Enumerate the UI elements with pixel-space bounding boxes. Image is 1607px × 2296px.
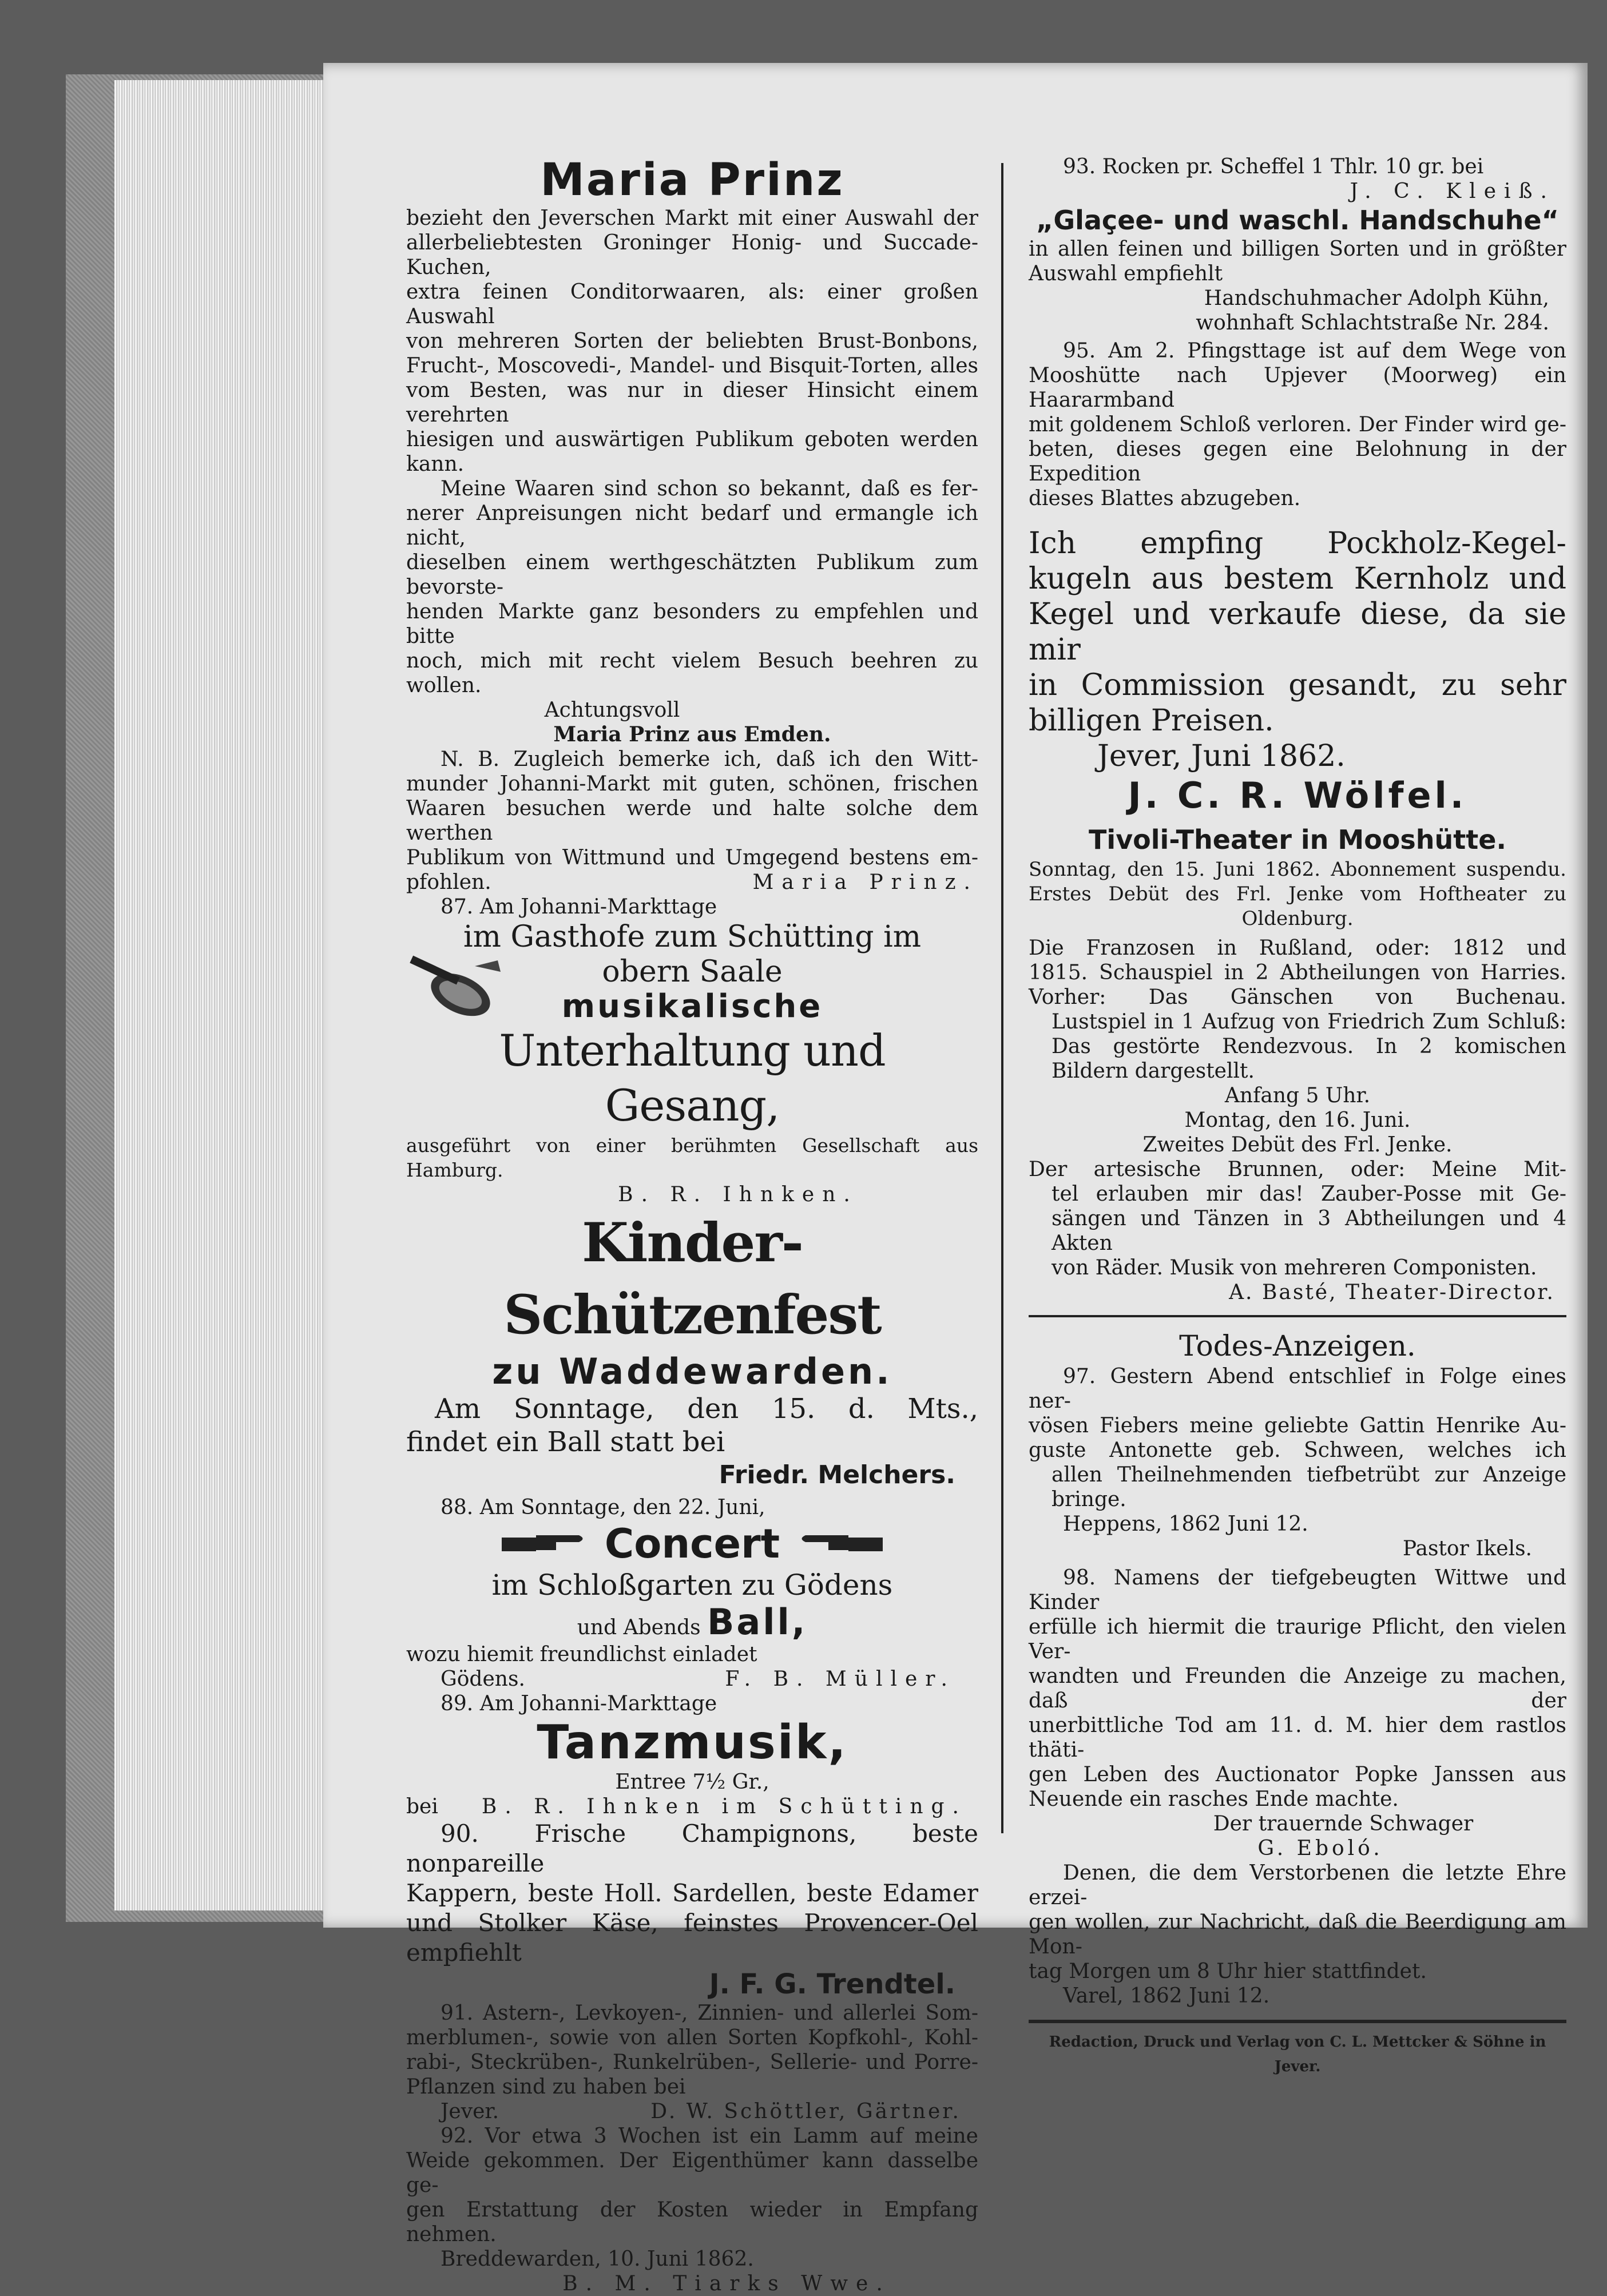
ad95-line: Mooshütte nach Upjever (Moorweg) ein Haararmband: [1029, 364, 1566, 412]
prinz-line: hiesigen und auswärtigen Publikum geboten werden kann.: [406, 428, 978, 476]
tivoli-line3: Der artesische Brunnen, oder: Meine Mit-: [1029, 1158, 1566, 1181]
gloves-signature1: Handschuhmacher Adolph Kühn,: [1204, 287, 1549, 310]
prinz-line: allerbeliebtesten Groninger Honig- und Succade-Kuchen,: [406, 231, 978, 279]
ad98-place: Varel, 1862 Juni 12.: [1063, 1984, 1270, 2008]
ad90-line: Kappern, beste Holl. Sardellen, beste Edamer: [406, 1879, 978, 1907]
prinz-line: vom Besten, was nur in dieser Hinsicht einem verehrten: [406, 379, 978, 427]
ad93-text: 93. Rocken pr. Scheffel 1 Thlr. 10 gr. bei: [1063, 155, 1484, 178]
ad91-signature: D. W. Schöttler, Gärtner.: [650, 2100, 961, 2123]
ad98-last: Neuende ein rasches Ende machte.: [1029, 1787, 1399, 1811]
tivoli-line2-last: Bildern dargestellt.: [1052, 1059, 1255, 1083]
tivoli-signature: A. Basté, Theater-Director.: [1229, 1281, 1555, 1304]
concert-title: Concert: [604, 1520, 780, 1567]
ad95-line: 95. Am 2. Pfingsttage ist auf dem Wege von: [1063, 339, 1566, 363]
ad89-bei: bei: [406, 1795, 438, 1818]
todes-title: Todes-Anzeigen.: [1179, 1329, 1416, 1362]
kinder-line2: findet ein Ball statt bei: [406, 1426, 725, 1458]
ad95-line: beten, dieses gegen eine Belohnung in der Expedition: [1029, 438, 1566, 486]
instruments-icon: [406, 955, 503, 1023]
ad87-line4: Unterhaltung und Gesang,: [499, 1025, 886, 1131]
ad98-line: wandten und Freunden die Anzeige zu machen, daß der: [1029, 1665, 1566, 1713]
tivoli-line: Erstes Debüt des Frl. Jenke vom Hoftheater zu: [1029, 883, 1566, 905]
ad98b-line: gen wollen, zur Nachricht, daß die Beerdigung am Mon-: [1029, 1910, 1566, 1959]
ad91-line: merblumen-, sowie von allen Sorten Kopfkohl-, Kohl-: [406, 2026, 978, 2049]
ad88-signature: F. B. Müller.: [725, 1667, 955, 1691]
ad97-line: vösen Fiebers meine geliebte Gattin Henrike Au-: [1029, 1414, 1566, 1437]
ad89-heading: 89. Am Johanni-Markttage: [441, 1692, 717, 1715]
gloves-title: „Glaçee- und waschl. Handschuhe“: [1036, 205, 1559, 236]
tivoli-anfang: Anfang 5 Uhr.: [1224, 1084, 1371, 1107]
ad95-line: mit goldenem Schloß verloren. Der Finder wird ge-: [1029, 413, 1566, 436]
ad88-place: Gödens.: [441, 1667, 525, 1691]
ad97-place: Heppens, 1862 Juni 12.: [1063, 1512, 1308, 1536]
ad91-line: rabi-, Steckrüben-, Runkelrüben-, Sellerie- und Porre-: [406, 2051, 978, 2074]
ad98-signature2: G. Eboló.: [1257, 1837, 1383, 1860]
kegel-place: Jever, Juni 1862.: [1097, 739, 1346, 773]
ad98-signature1: Der trauernde Schwager: [1213, 1812, 1474, 1836]
ad91-place: Jever.: [441, 2100, 499, 2123]
prinz-line: nerer Anpreisungen nicht bedarf und ermangle ich nicht,: [406, 502, 978, 550]
ad98-line: gen Leben des Auctionator Popke Janssen aus: [1029, 1763, 1566, 1786]
ad91-line: Pflanzen sind zu haben bei: [406, 2075, 686, 2099]
prinz-nb-signature: Maria Prinz.: [752, 871, 978, 894]
prinz-nb-last: pfohlen.: [406, 871, 491, 894]
ad90-signature: J. F. G. Trendtel.: [709, 1968, 955, 2000]
ad93-signature: J. C. Kleiß.: [1350, 180, 1555, 203]
ad87-line3: musikalische: [561, 988, 823, 1025]
prinz-signature: Maria Prinz aus Emden.: [553, 722, 831, 746]
prinz-line: noch, mich mit recht vielem Besuch beehren zu wollen.: [406, 649, 978, 697]
prinz-line: extra feinen Conditorwaaren, als: einer großen Auswahl: [406, 280, 978, 328]
tivoli-line2: 1815. Schauspiel in 2 Abtheilungen von Harries.: [1029, 961, 1566, 984]
ad88-line2a: und Abends: [577, 1616, 701, 1639]
ball-title: Ball,: [707, 1601, 808, 1643]
kinder-line1: Am Sonntage, den 15. d. Mts.,: [435, 1393, 978, 1425]
ad91-line: 91. Astern-, Levkoyen-, Zinnien- und allerlei Som-: [441, 2001, 978, 2025]
prinz-line: dieselben einem werthgeschätzten Publikum zum bevorste-: [406, 551, 978, 599]
pointing-hand-right-icon: [502, 1532, 588, 1556]
kegel-line: Kegel und verkaufe diese, da sie mir: [1029, 597, 1566, 667]
kegel-last: billigen Preisen.: [1029, 704, 1274, 738]
prinz-nb-line: munder Johanni-Markt mit guten, schönen, frischen: [406, 772, 978, 796]
ad98b-line: Denen, die dem Verstorbenen die letzte Ehre erzei-: [1029, 1861, 1566, 1909]
tivoli-title: Tivoli-Theater in Mooshütte.: [1089, 824, 1506, 855]
kinder-signature: Friedr. Melchers.: [719, 1460, 955, 1489]
ad95-last: dieses Blattes abzugeben.: [1029, 487, 1301, 510]
prinz-line: henden Markte ganz besonders zu empfehlen und bitte: [406, 600, 978, 648]
kegel-line: in Commission gesandt, zu sehr: [1029, 668, 1566, 702]
kegel-line: kugeln aus bestem Kernholz und: [1029, 562, 1566, 596]
kegel-line: Ich empfing Pockholz-Kegel-: [1029, 526, 1566, 561]
ad92-line: gen Erstattung der Kosten wieder in Empfang nehmen.: [406, 2198, 978, 2246]
ad88-line1: im Schloßgarten zu Gödens: [491, 1568, 893, 1602]
ad92-line: Weide gekommen. Der Eigenthümer kann dasselbe ge-: [406, 2149, 978, 2197]
tivoli-line2: Die Franzosen in Rußland, oder: 1812 und: [1029, 936, 1566, 960]
right-column: [1029, 154, 1566, 2079]
prinz-nb-line: Publikum von Wittmund und Umgegend bestens em-: [406, 846, 978, 869]
ad87-line5: ausgeführt von einer berühmten Gesellschaft aus Hamburg.: [406, 1134, 978, 1181]
left-column: [406, 154, 978, 2296]
gloves-line: in allen feinen und billigen Sorten und in größter: [1029, 237, 1566, 261]
ad92-line: 92. Vor etwa 3 Wochen ist ein Lamm auf meine: [441, 2124, 978, 2148]
ad92-signature: B. M. Tiarks Wwe.: [562, 2272, 891, 2295]
ad98-line: 98. Namens der tiefgebeugten Wittwe und Kinder: [1029, 1566, 1566, 1614]
ad87-signature: B. R. Ihnken.: [618, 1183, 858, 1206]
pointing-hand-left-icon: [797, 1532, 883, 1556]
page-edges: [114, 80, 332, 1910]
prinz-line: Meine Waaren sind schon so bekannt, daß es fer-: [441, 477, 978, 500]
kinder-subtitle: zu Waddewarden.: [492, 1350, 892, 1392]
prinz-line: Frucht-, Moscovedi-, Mandel- und Bisquit-Torten, alles: [406, 354, 978, 378]
ad98b-last: tag Morgen um 8 Uhr hier stattfindet.: [1029, 1960, 1427, 1983]
imprint: Redaction, Druck und Verlag von C. L. Mettcker & Söhne in Jever.: [1049, 2033, 1546, 2075]
prinz-greeting: Achtungsvoll: [544, 698, 680, 722]
imprint-rule: [1029, 2020, 1566, 2023]
tivoli-line2: Das gestörte Rendezvous. In 2 komischen: [1052, 1035, 1566, 1058]
prinz-title: Maria Prinz: [540, 154, 844, 206]
ad89-signature: B. R. Ihnken im Schütting.: [481, 1795, 967, 1818]
gloves-last: Auswahl empfiehlt: [1029, 262, 1223, 285]
ad92-place: Breddewarden, 10. Juni 1862.: [441, 2247, 754, 2271]
ad97-signature: Pastor Ikels.: [1402, 1537, 1532, 1560]
section-rule: [1029, 1315, 1566, 1317]
prinz-line: von mehreren Sorten der beliebten Brust-Bonbons,: [406, 329, 978, 353]
kegel-signature: J. C. R. Wölfel.: [1128, 774, 1467, 816]
tanzmusik-title: Tanzmusik,: [537, 1715, 848, 1770]
ad97-line: 97. Gestern Abend entschlief in Folge eines ner-: [1029, 1365, 1566, 1413]
ad90-line: und Stolker Käse, feinstes Provencer-Oel empfiehlt: [406, 1909, 978, 1967]
kinder-title: Kinder-Schützenfest: [503, 1211, 881, 1346]
prinz-nb-line: N. B. Zugleich bemerke ich, daß ich den Witt-: [441, 748, 978, 771]
tivoli-line3: tel erlauben mir das! Zauber-Posse mit Ge-: [1052, 1182, 1566, 1206]
ad97-last: allen Theilnehmenden tiefbetrübt zur Anzeige bringe.: [1052, 1463, 1566, 1511]
ad98-line: unerbittliche Tod am 11. d. M. hier dem rastlos thäti-: [1029, 1714, 1566, 1762]
tivoli-oldenburg: Oldenburg.: [1241, 907, 1354, 930]
prinz-nb-line: Waaren besuchen werde und halte solche dem werthen: [406, 797, 978, 845]
ad89-entree: Entree 7½ Gr.,: [615, 1770, 769, 1794]
tivoli-line3-last: von Räder. Musik von mehreren Componisten.: [1052, 1256, 1537, 1280]
tivoli-debut2: Zweites Debüt des Frl. Jenke.: [1142, 1133, 1453, 1157]
ad87-heading: 87. Am Johanni-Markttage: [441, 895, 717, 919]
ad90-line: 90. Frische Champignons, beste nonpareille: [406, 1820, 978, 1877]
tivoli-line: Sonntag, den 15. Juni 1862. Abonnement suspendu.: [1029, 858, 1566, 881]
ad98-line: erfülle ich hiermit die traurige Pflicht, den vielen Ver-: [1029, 1615, 1566, 1663]
ad87-line2: obern Saale: [602, 955, 783, 989]
ad88-line3: wozu hiemit freundlichst einladet: [406, 1643, 757, 1666]
tivoli-line2: Vorher: Das Gänschen von Buchenau.: [1029, 986, 1566, 1009]
tivoli-line2: Lustspiel in 1 Aufzug von Friedrich Zum Schluß:: [1052, 1010, 1566, 1034]
prinz-line: bezieht den Jeverschen Markt mit einer Auswahl der: [406, 206, 978, 230]
tivoli-monday: Montag, den 16. Juni.: [1184, 1109, 1411, 1132]
gloves-signature2: wohnhaft Schlachtstraße Nr. 284.: [1196, 311, 1549, 335]
tivoli-line3: sängen und Tänzen in 3 Abtheilungen und 4 Akten: [1052, 1207, 1566, 1255]
ad88-heading: 88. Am Sonntage, den 22. Juni,: [441, 1496, 765, 1519]
ad87-line1: im Gasthofe zum Schütting im: [463, 920, 922, 954]
ad97-line: guste Antonette geb. Schween, welches ich: [1029, 1439, 1566, 1462]
column-divider: [1001, 163, 1003, 1833]
